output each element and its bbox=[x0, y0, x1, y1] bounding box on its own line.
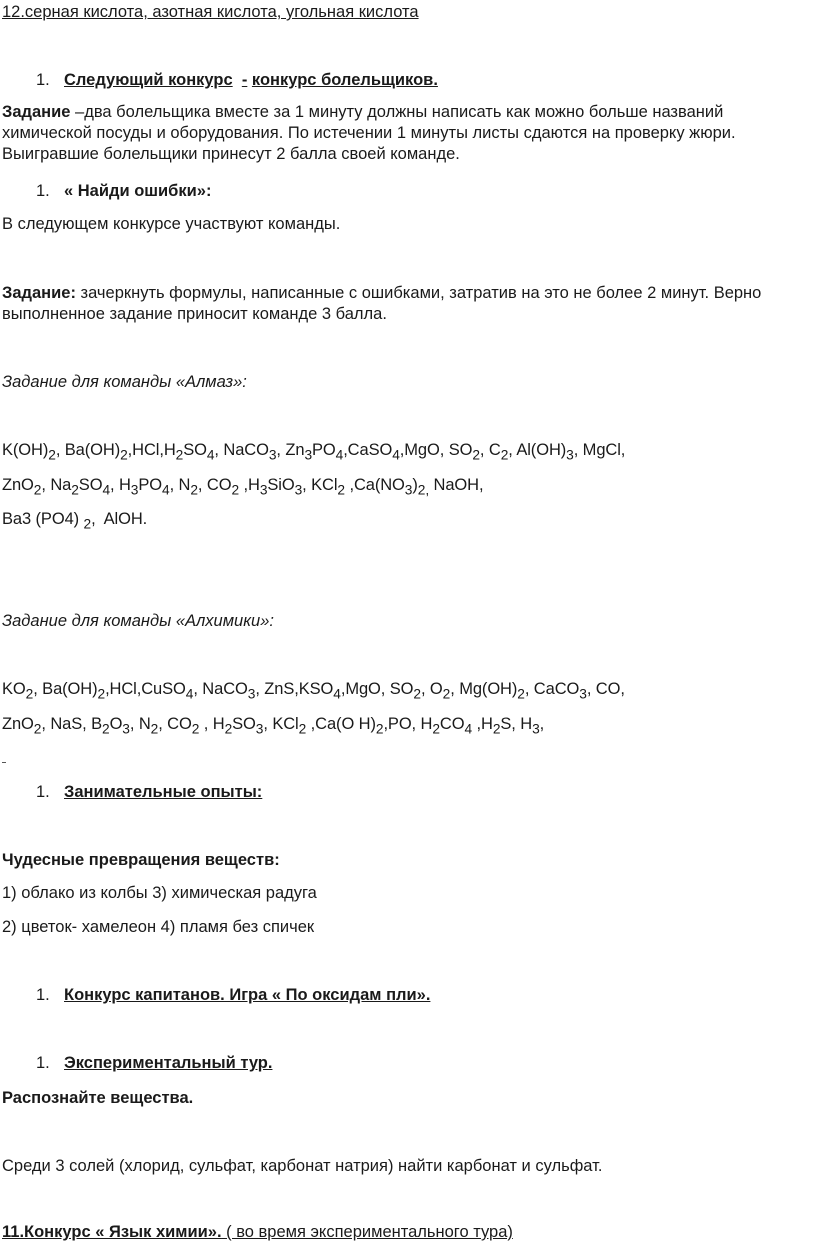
almaz-formulas-line-3: Ba3 (PO4) $_2$, AlOH. bbox=[2, 510, 148, 532]
almaz-heading: Задание для команды «Алмаз»: bbox=[2, 373, 247, 391]
section-experiments-title: Занимательные опыты: bbox=[64, 783, 263, 801]
section-errors-intro: В следующем конкурсе участвуют команды. bbox=[2, 215, 341, 233]
section-fans-task bbox=[2, 102, 802, 165]
section-experiments-subheading: Чудесные превращения веществ: bbox=[2, 851, 280, 869]
section-language-title: 11.Конкурс « Язык химии». bbox=[2, 1223, 222, 1241]
section-errors-title: « Найди ошибки»: bbox=[64, 182, 212, 200]
almaz-formulas-line-1: $K(OH)_2$, $Ba(OH)_2,HCl,H_2SO_4$, NaCO$_3$, $Zn_3PO_4,CaSO_4,MgO$, $SO_2$, $C_2$, $Al(OH)_3$, MgCl, bbox=[2, 441, 626, 463]
almaz-formulas-line-2: ZnO$_2$, $Na_2SO_4$, $H_3PO_4$, $N_2$, $CO_2$ $,H_3SiO_3$, KCl$_2$ $,Ca(NO_3)_{2,}$ NaOH, bbox=[2, 476, 484, 498]
top-line-text: 12.серная кислота, азотная кислота, угольная кислота bbox=[2, 3, 419, 21]
experiments-line-1: 1) облако из колбы 3) химическая радуга bbox=[2, 884, 317, 902]
section-experimental-subheading: Распознайте вещества. bbox=[2, 1089, 194, 1107]
section-fans-title: Следующий конкурс - конкурс болельщиков. bbox=[64, 71, 438, 89]
task-text: зачеркнуть формулы, написанные с ошибками, затратив на это не более 2 минут. Верно выполненное задание приносит команде 3 балла. bbox=[2, 284, 762, 323]
section-language-heading bbox=[2, 1222, 812, 1242]
stray-dash bbox=[2, 762, 6, 763]
section-experimental-text: Среди 3 солей (хлорид, сульфат, карбонат натрия) найти карбонат и сульфат. bbox=[2, 1157, 603, 1175]
alchemist-formulas-line-1: $KO_2$, $Ba(OH)_2,HCl,CuSO_4$, NaCO$_3$, $ZnS,KSO_4,MgO$, $SO_2$, $O_2$, $Mg(OH)_2$, CaCO$_3$, CO, bbox=[2, 680, 625, 702]
task-label: Задание bbox=[2, 103, 71, 121]
section-experimental-title: Экспериментальный тур. bbox=[64, 1054, 273, 1072]
task-label: Задание: bbox=[2, 284, 76, 302]
list-number: 1. bbox=[36, 986, 50, 1004]
experiments-line-2: 2) цветок- хамелеон 4) пламя без спичек bbox=[2, 918, 315, 936]
list-number: 1. bbox=[36, 783, 50, 801]
task-text: –два болельщика вместе за 1 минуту должны написать как можно больше названий химической посуды и оборудования. По истечении 1 минуты листы сдаются на проверку жюри. Выигравшие болельщики принесут 2 балла своей команде. bbox=[2, 103, 736, 163]
list-number: 1. bbox=[36, 1054, 50, 1072]
top-line bbox=[2, 2, 812, 22]
section-captains-title: Конкурс капитанов. Игра « По оксидам пли». bbox=[64, 986, 431, 1004]
alchemist-heading: Задание для команды «Алхимики»: bbox=[2, 612, 274, 630]
section-language-note: ( во время экспериментального тура) bbox=[221, 1223, 513, 1241]
list-number: 1. bbox=[36, 182, 50, 200]
section-errors-task bbox=[2, 283, 802, 325]
list-number: 1. bbox=[36, 71, 50, 89]
alchemist-formulas-line-2: ZnO$_2$, NaS, $B_2O_3$, $N_2$, $CO_2$ , $H_2SO_3$, KCl$_2$ ,Ca(O $H)_2,PO$, $H_2CO_4$ $,H_2S$, $H_3$, bbox=[2, 715, 545, 737]
